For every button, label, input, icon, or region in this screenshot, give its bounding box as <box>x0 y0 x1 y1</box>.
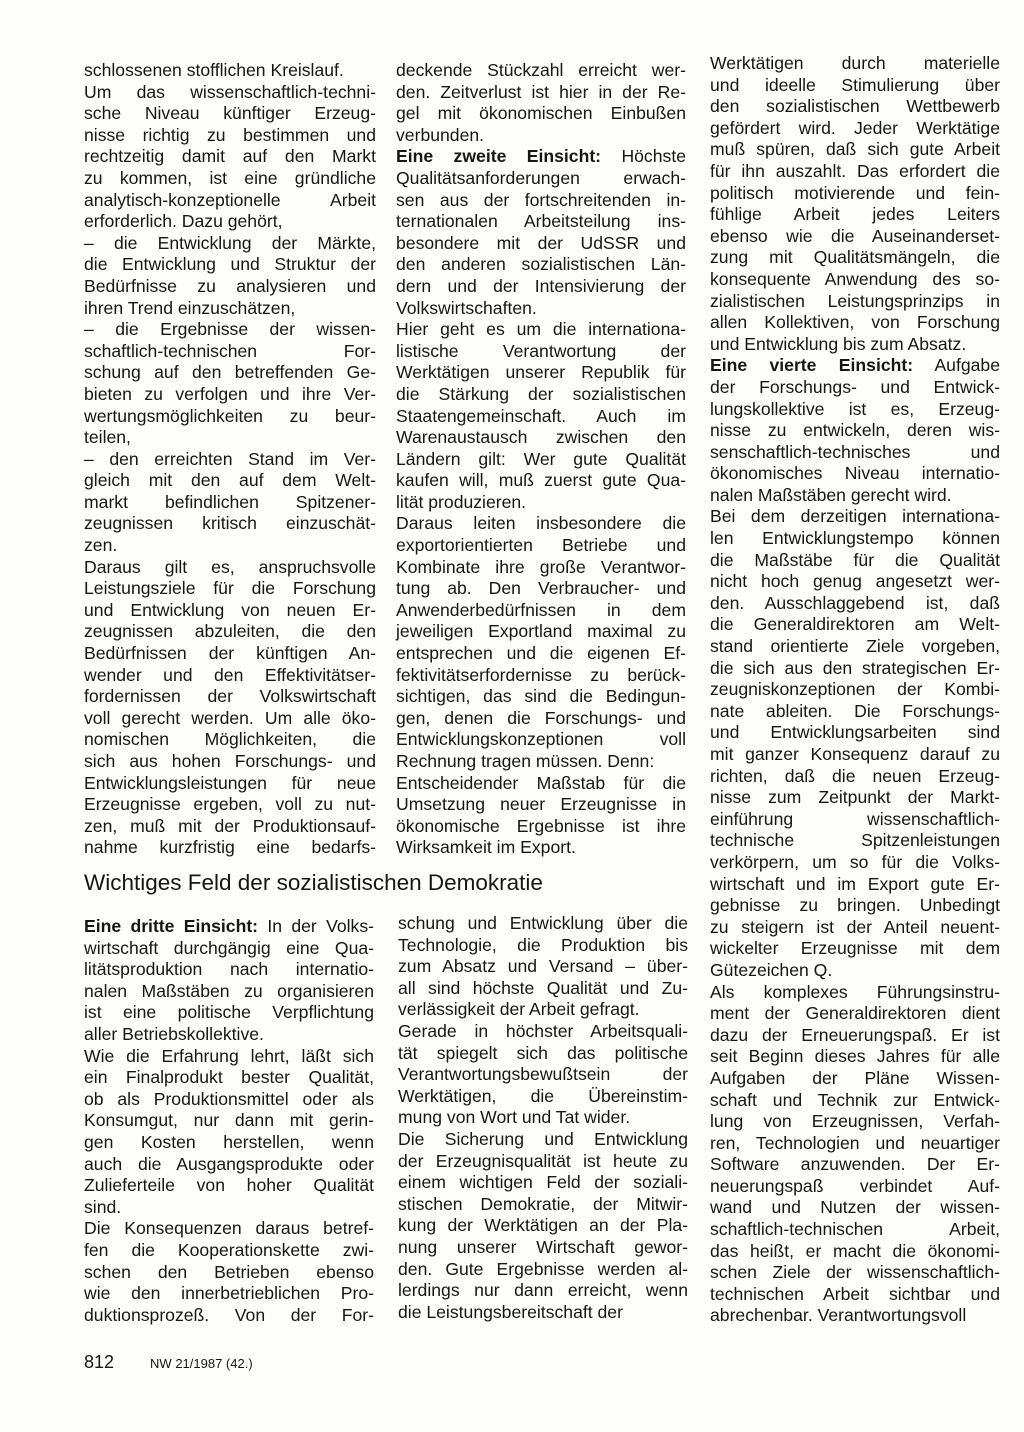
text-line: schaftlich-technischen Arbeit, <box>710 1219 1000 1240</box>
text-line: Eine dritte Einsicht: In der Volks- <box>84 916 374 936</box>
text-line: Zulieferteile von hoher Qualität <box>84 1175 374 1196</box>
text-line: ob als Produktionsmittel oder als <box>84 1088 374 1109</box>
text-line: Software anzuwenden. Der Er- <box>710 1154 1000 1175</box>
text-line: Hier geht es um die internationa- <box>396 319 686 340</box>
text-line: Werktätigen, die Übereinstim- <box>398 1085 688 1106</box>
text-line: zu kommen, ist eine gründliche <box>84 167 376 188</box>
text-line: die Entwicklung und Struktur der <box>84 254 376 275</box>
text-line: lität produzieren. <box>396 491 527 512</box>
text-line: zung mit Qualitätsmängeln, die <box>710 247 1000 268</box>
text-line: Konsumgut, nur dann mit gerin- <box>84 1110 374 1131</box>
text-line: Verantwortungsbewußtsein der <box>398 1064 688 1085</box>
text-line: Entscheidender Maßstab für die <box>396 772 686 793</box>
text-line: Als komplexes Führungsinstru- <box>710 981 1000 1002</box>
text-line: zialistischen Leistungsprinzips in <box>710 290 1000 311</box>
text-line: lung von Erzeugnissen, Verfah- <box>710 1111 1000 1132</box>
column-bottom-left <box>84 916 374 1326</box>
text-line: schaftlich-technischen For- <box>84 340 376 361</box>
text-line: nomischen Möglichkeiten, die <box>84 729 376 750</box>
text-line: bieten zu verfolgen und ihre Ver- <box>84 383 376 404</box>
text-line: Eine vierte Einsicht: Aufgabe <box>710 355 1000 376</box>
issue-reference: NW 21/1987 (42.) <box>150 1356 253 1371</box>
text-line: wand und Nutzen der wissen- <box>710 1197 1000 1218</box>
text-line: der Forschungs- und Entwick- <box>710 376 1000 397</box>
text-line: tung ab. Den Verbraucher- und <box>396 578 686 599</box>
text-line: ihren Trend einzuschätzen, <box>84 297 296 318</box>
text-line: sche Niveau künftiger Erzeug- <box>84 103 376 124</box>
text-line: wender und den Effektivitätser- <box>84 664 376 685</box>
text-line: gel mit ökonomischen Einbußen <box>396 103 686 124</box>
text-line: Erzeugnisse ergeben, voll zu nut- <box>84 794 376 815</box>
text-line: tät spiegelt sich das politische <box>398 1042 688 1063</box>
text-line: nung unserer Wirtschaft gewor- <box>398 1236 688 1257</box>
text-line: Bei dem derzeitigen internationa- <box>710 506 1000 527</box>
text-line: mit ganzer Konsequenz darauf zu <box>710 744 1000 764</box>
text-line: Gütezeichen Q. <box>710 959 833 980</box>
text-line: dern und der Intensivierung der <box>396 275 686 296</box>
text-line: gen, denen die Forschungs- und <box>396 707 686 728</box>
text-line: erforderlich. Dazu gehört, <box>84 211 283 232</box>
text-line: die sich aus den strategischen Er- <box>710 657 1000 678</box>
text-line: die Maßstäbe für die Qualität <box>710 549 1000 570</box>
text-line: nalen Maßstäben gerecht wird. <box>710 484 952 505</box>
text-line: listische Verantwortung der <box>396 340 686 361</box>
text-line: mung von Wort und Tat wider. <box>398 1107 631 1128</box>
text-line: den. Ausschlaggebend ist, daß <box>710 592 1000 613</box>
text-line: das heißt, er macht die ökonomi- <box>710 1240 1000 1261</box>
text-line: schaft und Technik zur Entwick- <box>710 1089 1000 1110</box>
column-bottom-middle <box>398 913 688 1323</box>
text-line: nisse zu entwickeln, deren wis- <box>710 420 1000 441</box>
text-line: Werktätigen unserer Republik für <box>396 362 686 383</box>
text-line: technischen Arbeit sichtbar und <box>710 1283 1000 1304</box>
text-line: technische Spitzenleistungen <box>710 830 1000 851</box>
text-line: lerdings nur dann erreicht, wenn <box>398 1280 688 1301</box>
text-line: Qualitätsanforderungen erwach- <box>396 167 686 188</box>
text-line: und Entwicklung von neuen Er- <box>84 599 376 620</box>
text-line: der Erzeugnisqualität ist heute zu <box>398 1150 688 1171</box>
text-line: sen aus der fortschreitenden in- <box>396 189 686 210</box>
text-line: Volkswirtschaften. <box>396 297 537 318</box>
text-line: Ländern gilt: Wer gute Qualität <box>396 448 686 469</box>
text-line: rechtzeitig damit auf den Markt <box>84 146 376 167</box>
text-line: gen Kosten herstellen, wenn <box>84 1131 374 1152</box>
text-line: Entwicklungsleistungen für neue <box>84 772 376 793</box>
text-line: Warenaustausch zwischen den <box>396 427 686 448</box>
text-line: len Entwicklungstempo können <box>710 528 1000 549</box>
text-line: sichtigen, das sind die Bedingun- <box>396 686 686 707</box>
text-line: zum Absatz und Versand – über- <box>398 956 688 977</box>
text-line: politisch motivierende und fein- <box>710 182 1000 203</box>
text-line: zeugnissen abzuleiten, die den <box>84 621 376 642</box>
text-line: entsprechen und die eigenen Ef- <box>396 643 686 664</box>
text-line: stischen Demokratie, der Mitwir- <box>398 1193 688 1214</box>
text-line: teilen, <box>84 427 131 448</box>
text-line: gebnisse zu bringen. Unbedingt <box>710 895 1000 916</box>
text-line: fühlige Arbeit jedes Leiters <box>710 204 1000 225</box>
text-line: sind. <box>84 1196 122 1217</box>
text-line: Staatengemeinschaft. Auch im <box>396 405 686 426</box>
text-line: Die Sicherung und Entwicklung <box>398 1128 688 1149</box>
text-line: wirtschaft durchgängig eine Qua- <box>84 937 374 958</box>
text-line: exportorientierten Betriebe und <box>396 535 686 556</box>
text-line: den. Zeitverlust ist hier in der Re- <box>396 81 686 102</box>
text-line: senschaftlich-technisches und <box>710 441 1000 462</box>
text-line: Technologie, die Produktion bis <box>398 934 688 955</box>
text-line: Daraus leiten insbesondere die <box>396 513 686 534</box>
text-line: schung auf den betreffenden Ge- <box>84 362 376 383</box>
text-line: ist eine politische Verpflichtung <box>84 1002 374 1023</box>
text-line: ökonomische Ergebnisse ist ihre <box>396 815 686 836</box>
text-line: zeugniskonzeptionen der Kombi- <box>710 679 1000 700</box>
text-line: ökonomisches Niveau internatio- <box>710 463 1000 484</box>
text-line: ren, Technologien und neuartiger <box>710 1132 1000 1153</box>
text-line: lungskollektive ist es, Erzeug- <box>710 398 1000 419</box>
text-line: Um das wissenschaftlich-techni- <box>84 81 376 102</box>
text-line: richten, daß die neuen Erzeug- <box>710 765 1000 786</box>
text-line: zen. <box>84 535 118 556</box>
text-line: zeugnissen kritisch einzuschät- <box>84 513 376 534</box>
text-line: aller Betriebskollektive. <box>84 1023 264 1044</box>
text-line: Aufgaben der Pläne Wissen- <box>710 1067 1000 1088</box>
text-line: wickelter Erzeugnisse mit dem <box>710 938 1000 959</box>
text-line: voll gerecht werden. Um alle öko- <box>84 707 376 728</box>
text-line: muß spüren, daß sich gute Arbeit <box>710 139 1000 160</box>
text-line: besondere mit der UdSSR und <box>396 232 686 253</box>
text-line: neuerungspaß verbindet Auf- <box>710 1175 1000 1196</box>
text-line: abrechenbar. Verantwortungsvoll <box>710 1305 967 1326</box>
text-line: stand orientierte Ziele vorgeben, <box>710 636 1000 657</box>
text-line: einem wichtigen Feld der soziali- <box>398 1172 688 1193</box>
text-line: verkörpern, um so für die Volks- <box>710 851 1000 872</box>
text-line: nisse richtig zu bestimmen und <box>84 124 376 145</box>
text-line: Gerade in höchster Arbeitsquali- <box>398 1020 688 1041</box>
text-line: – die Ergebnisse der wissen- <box>84 319 376 340</box>
text-line: die Stärkung der sozialistischen <box>396 383 686 404</box>
text-line: – den erreichten Stand im Ver- <box>84 448 376 469</box>
text-line: deckende Stückzahl erreicht wer- <box>396 60 686 80</box>
text-line: nahme kurzfristig eine bedarfs- <box>84 837 376 858</box>
text-line: ein Finalprodukt bester Qualität, <box>84 1067 374 1088</box>
text-line: gefördert wird. Jeder Werktätige <box>710 117 1000 138</box>
column-top-middle <box>396 60 686 859</box>
text-line: jeweiligen Exportland maximal zu <box>396 621 686 642</box>
text-line: und Entwicklungsarbeiten sind <box>710 722 1000 743</box>
text-line: all sind höchste Qualität und Zu- <box>398 977 688 998</box>
text-line: Die Konsequenzen daraus betref- <box>84 1218 374 1239</box>
text-line: den anderen sozialistischen Län- <box>396 254 686 275</box>
text-line: nicht hoch genug angesetzt wer- <box>710 571 1000 592</box>
text-line: zen, muß mit der Produktionsauf- <box>84 815 376 836</box>
text-line: Leistungsziele für die Forschung <box>84 578 376 599</box>
text-line: verlässigkeit der Arbeit gefragt. <box>398 999 640 1020</box>
text-line: die Leistungsbereitschaft der <box>398 1301 623 1322</box>
text-line: Wie die Erfahrung lehrt, läßt sich <box>84 1045 374 1066</box>
column-top-left <box>84 60 376 859</box>
text-line: sich aus hohen Forschungs- und <box>84 751 376 771</box>
text-line: kung der Werktätigen an der Pla- <box>398 1215 688 1236</box>
text-line: Entwicklungskonzeptionen voll <box>396 729 686 750</box>
text-line: und Entwicklung bis zum Absatz. <box>710 333 967 354</box>
text-line: Anwenderbedürfnissen in dem <box>396 599 686 620</box>
text-line: allen Kollektiven, von Forschung <box>710 312 1000 333</box>
page-number: 812 <box>84 1352 115 1372</box>
text-line: markt befindlichen Spitzener- <box>84 491 376 512</box>
text-line: fektivitätserfordernisse zu berück- <box>396 664 686 685</box>
text-line: fordernissen der Volkswirtschaft <box>84 686 376 707</box>
text-line: Wirksamkeit im Export. <box>396 837 576 858</box>
text-line: nisse zum Zeitpunkt der Markt- <box>710 787 1000 808</box>
text-line: schen Ziele der wissenschaftlich- <box>710 1262 1000 1283</box>
text-line: litätsproduktion nach internatio- <box>84 959 374 980</box>
text-line: Umsetzung neuer Erzeugnisse in <box>396 794 686 815</box>
text-line: ternationalen Arbeitsteilung ins- <box>396 211 686 232</box>
text-line: nate ableiten. Die Forschungs- <box>710 700 1000 721</box>
column-right <box>710 53 1000 1327</box>
text-line: verbunden. <box>396 124 485 145</box>
text-line: Bedürfnisse zu analysieren und <box>84 275 376 296</box>
text-line: Daraus gilt es, anspruchsvolle <box>84 556 376 577</box>
text-line: Bedürfnissen der künftigen An- <box>84 643 376 664</box>
text-line: einführung wissenschaftlich- <box>710 808 1000 829</box>
text-line: wie den innerbetrieblichen Pro- <box>84 1283 374 1304</box>
text-line: nalen Maßstäben zu organisieren <box>84 980 374 1001</box>
text-line: seit Beginn dieses Jahres für alle <box>710 1046 1000 1067</box>
text-line: konsequente Anwendung des so- <box>710 268 1000 289</box>
section-heading: Wichtiges Feld der sozialistischen Demokratie <box>84 870 543 895</box>
text-line: kaufen will, muß zuerst gute Qua- <box>396 470 686 491</box>
text-line: schlossenen stofflichen Kreislauf. <box>84 60 344 80</box>
text-line: zu steigern ist der Anteil neuent- <box>710 916 1000 937</box>
text-line: Werktätigen durch materielle <box>710 53 1000 73</box>
text-line: Kombinate ihre große Verantwor- <box>396 556 686 577</box>
text-line: ment der Generaldirektoren dient <box>710 1003 1000 1024</box>
text-line: die Generaldirektoren am Welt- <box>710 614 1000 635</box>
text-line: dazu der Erneuerungspaß. Er ist <box>710 1024 1000 1045</box>
text-line: analytisch-konzeptionelle Arbeit <box>84 189 376 210</box>
text-line: duktionsprozeß. Von der For- <box>84 1304 374 1325</box>
text-line: Eine zweite Einsicht: Höchste <box>396 146 686 167</box>
text-line: den sozialistischen Wettbewerb <box>710 96 1000 117</box>
text-line: wertungsmöglichkeiten zu beur- <box>84 405 376 426</box>
text-line: schen den Betrieben ebenso <box>84 1261 374 1282</box>
text-line: schung und Entwicklung über die <box>398 913 688 933</box>
text-line: – die Entwicklung der Märkte, <box>84 232 376 253</box>
text-line: auch die Ausgangsprodukte oder <box>84 1153 374 1174</box>
text-line: und ideelle Stimulierung über <box>710 74 1000 95</box>
text-line: ebenso wie die Auseinanderset- <box>710 225 1000 246</box>
text-line: gleich mit den auf dem Welt- <box>84 470 376 491</box>
text-line: Rechnung tragen müssen. Denn: <box>396 751 655 771</box>
text-line: für ihn auszahlt. Das erfordert die <box>710 160 1000 181</box>
page-footer <box>84 1352 253 1376</box>
text-line: den. Gute Ergebnisse werden al- <box>398 1258 688 1279</box>
text-line: wirtschaft und im Export gute Er- <box>710 873 1000 894</box>
text-line: fen die Kooperationskette zwi- <box>84 1239 374 1260</box>
